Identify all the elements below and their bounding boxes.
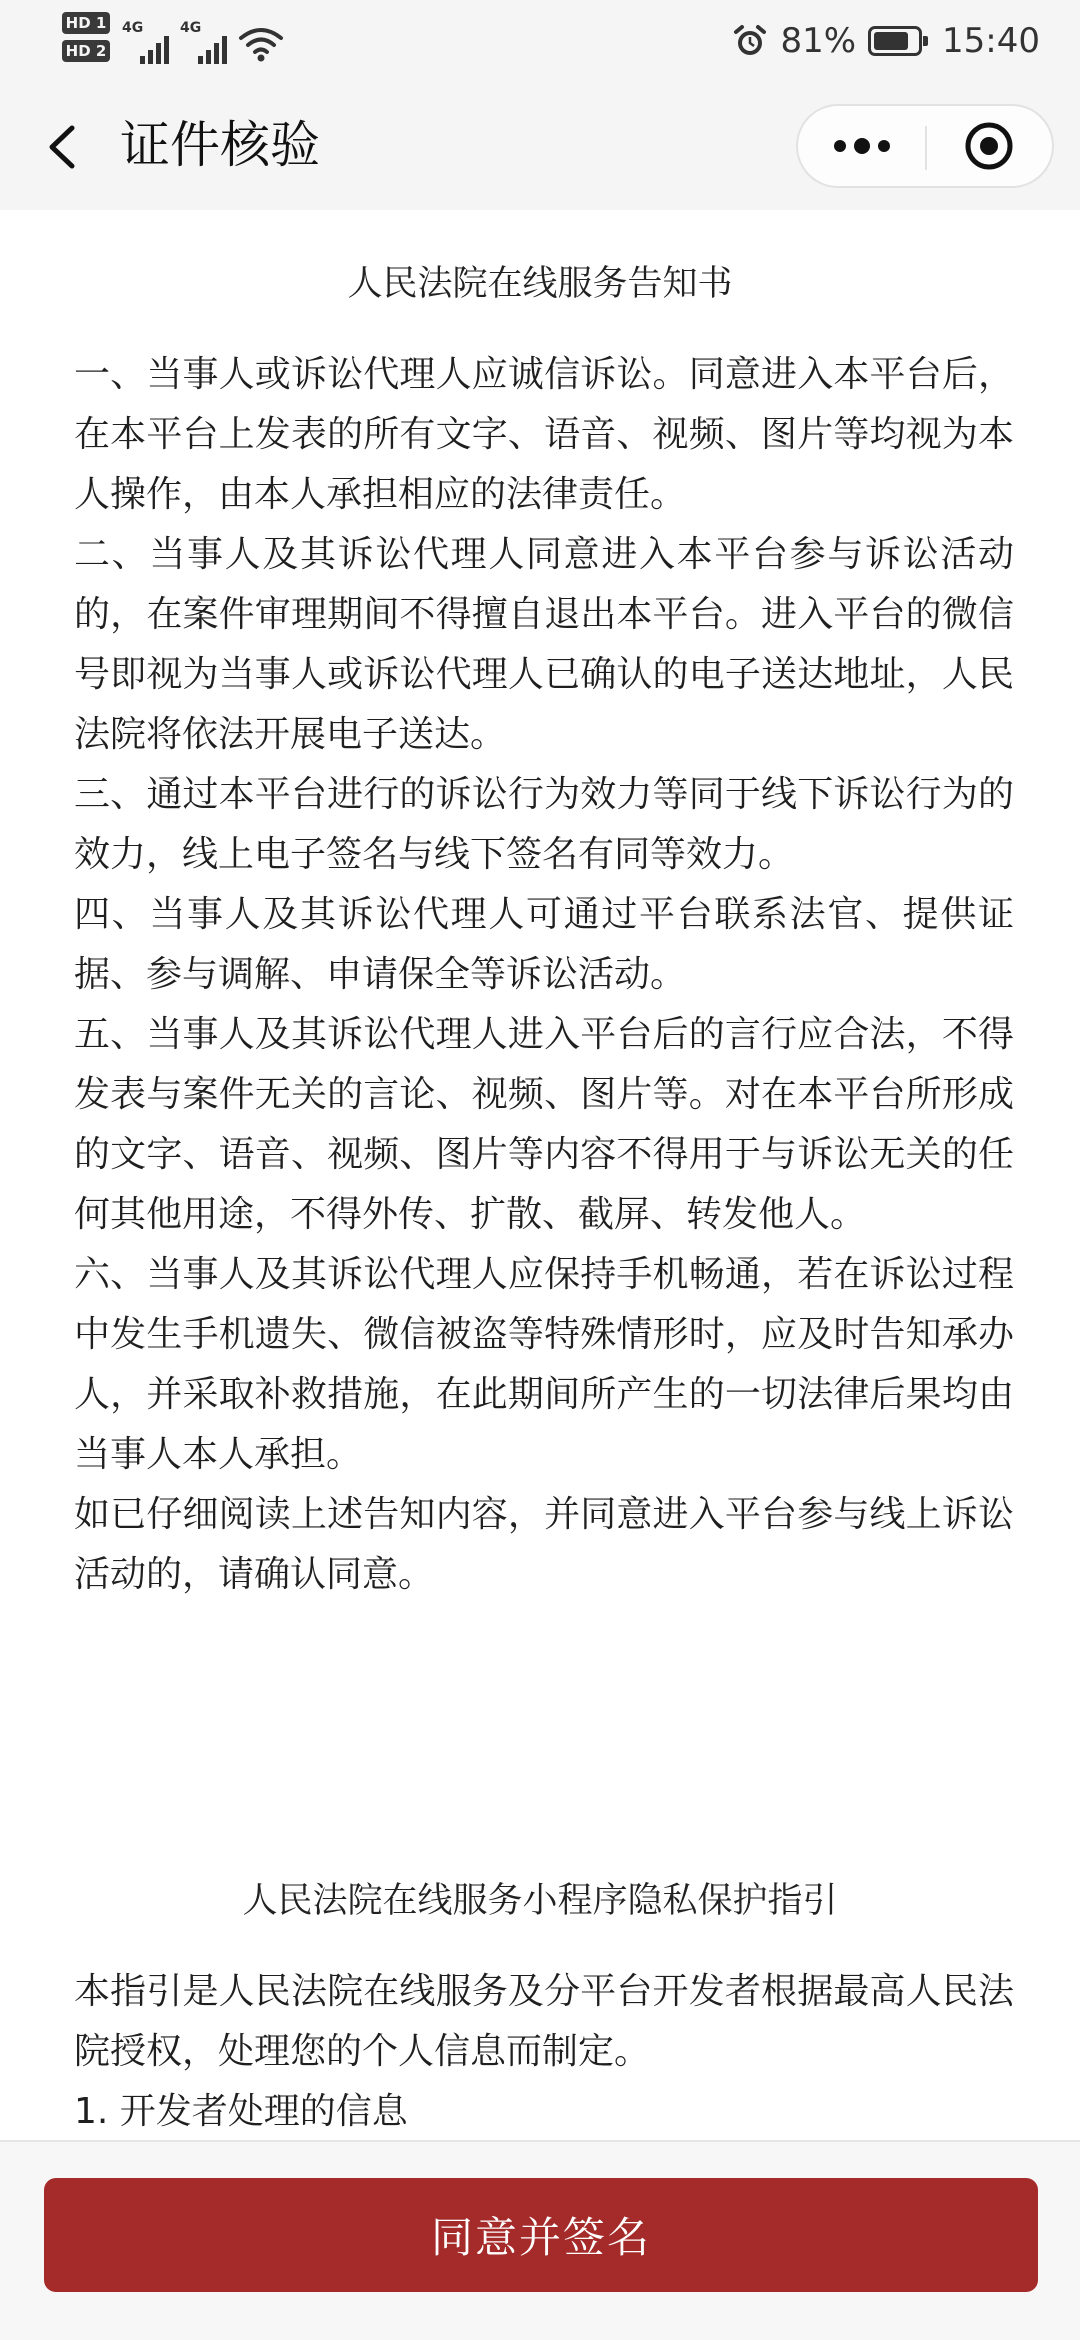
close-target-icon xyxy=(925,106,1052,186)
wifi-icon xyxy=(238,24,284,64)
signal-icon xyxy=(180,20,232,64)
network-type-1: 4G xyxy=(122,20,144,36)
battery-percent: 81% xyxy=(780,21,857,61)
privacy-title: 人民法院在线服务小程序隐私保护指引 xyxy=(242,1881,838,1921)
battery-icon xyxy=(868,26,922,56)
close-button[interactable] xyxy=(925,106,1052,186)
more-dots-icon xyxy=(798,106,925,186)
battery-fill xyxy=(874,32,908,50)
hd1-badge: HD 1 xyxy=(62,12,110,34)
back-chevron-icon xyxy=(30,112,100,182)
notice-title: 人民法院在线服务告知书 xyxy=(347,264,733,304)
notice-item: 六、当事人及其诉讼代理人应保持手机畅通，若在诉讼过程中发生手机遗失、微信被盗等特殊情形时，应及时告知承办人，并采取补救措施，在此期间所产生的一切法律后果均由当事人本人承担。 xyxy=(74,1254,1014,1475)
alarm-icon xyxy=(732,23,768,59)
hd-icon xyxy=(62,12,112,68)
page-title: 证件核验 xyxy=(120,116,320,174)
clock: 15:40 xyxy=(942,21,1040,61)
notice-item: 二、当事人及其诉讼代理人同意进入本平台参与诉讼活动的，在案件审理期间不得擅自退出本平台。进入平台的微信号即视为当事人或诉讼代理人已确认的电子送达地址，人民法院将依法开展电子送达。 xyxy=(74,534,1014,755)
agree-sign-button[interactable]: 同意并签名 xyxy=(44,2178,1038,2292)
mini-program-capsule xyxy=(796,104,1054,188)
notice-item: 一、当事人或诉讼代理人应诚信诉讼。同意进入本平台后，在本平台上发表的所有文字、语音、视频、图片等均视为本人操作，由本人承担相应的法律责任。 xyxy=(74,354,1014,515)
signal-icon xyxy=(122,20,174,64)
back-button[interactable] xyxy=(30,112,100,182)
privacy-section-heading: 1. 开发者处理的信息 xyxy=(74,2091,408,2132)
more-button[interactable] xyxy=(798,106,925,186)
nav-bar xyxy=(0,82,1080,210)
notice-body xyxy=(74,345,1014,1605)
notice-item: 四、当事人及其诉讼代理人可通过平台联系法官、提供证据、参与调解、申请保全等诉讼活动。 xyxy=(74,894,1014,995)
status-bar xyxy=(0,0,1080,82)
content-scroll-area[interactable] xyxy=(0,210,1080,2140)
notice-item: 五、当事人及其诉讼代理人进入平台后的言行应合法，不得发表与案件无关的言论、视频、图片等。对在本平台所形成的文字、语音、视频、图片等内容不得用于与诉讼无关的任何其他用途，不得外传、扩散、截屏、转发他人。 xyxy=(74,1014,1014,1235)
hd2-badge: HD 2 xyxy=(62,40,110,62)
network-type-2: 4G xyxy=(180,20,202,36)
privacy-intro: 本指引是人民法院在线服务及分平台开发者根据最高人民法院授权，处理您的个人信息而制定。 xyxy=(74,1971,1014,2072)
notice-item: 三、通过本平台进行的诉讼行为效力等同于线下诉讼行为的效力，线上电子签名与线下签名有同等效力。 xyxy=(74,774,1014,875)
privacy-body xyxy=(74,1962,1014,2140)
notice-confirm-text: 如已仔细阅读上述告知内容，并同意进入平台参与线上诉讼活动的，请确认同意。 xyxy=(74,1494,1014,1595)
bottom-action-bar xyxy=(0,2140,1080,2340)
status-right xyxy=(732,16,1040,66)
